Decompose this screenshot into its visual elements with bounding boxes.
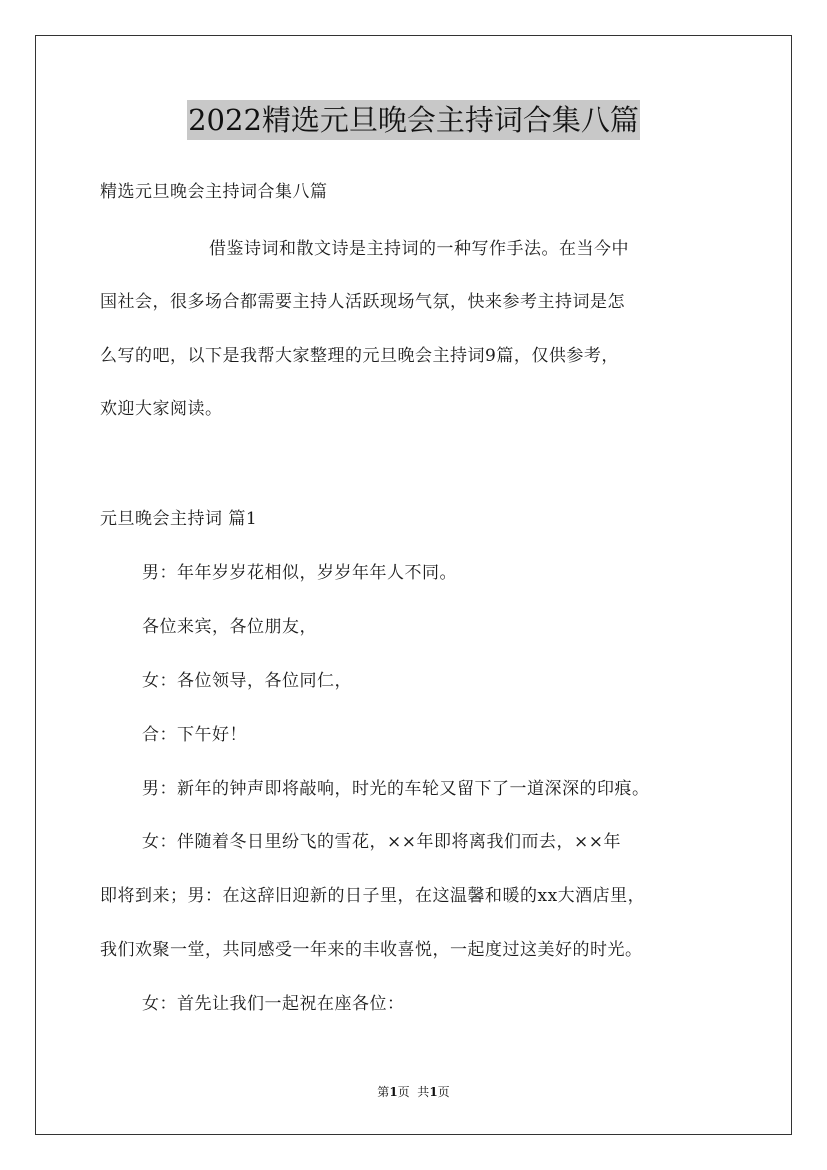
intro-line-4: 欢迎大家阅读。	[100, 399, 223, 419]
section-heading: 元旦晚会主持词 篇1	[100, 509, 258, 529]
intro-line-3: 么写的吧，以下是我帮大家整理的元旦晚会主持词9篇，仅供参考，	[100, 346, 619, 366]
body-line-9: 女：首先让我们一起祝在座各位：	[142, 994, 405, 1014]
body-line-5: 男：新年的钟声即将敲响，时光的车轮又留下了一道深深的印痕。	[142, 779, 650, 799]
body-line-3: 女：各位领导，各位同仁，	[142, 671, 352, 691]
body-line-6: 女：伴随着冬日里纷飞的雪花，××年即将离我们而去，××年	[142, 832, 621, 852]
document-title: 2022精选元旦晚会主持词合集八篇	[187, 100, 640, 140]
intro-line-1: 借鉴诗词和散文诗是主持词的一种写作手法。在当今中	[209, 239, 629, 259]
footer-suffix: 页	[437, 1085, 450, 1099]
footer-page-total: 1	[429, 1085, 438, 1099]
document-subtitle: 精选元旦晚会主持词合集八篇	[100, 182, 328, 202]
intro-line-2: 国社会，很多场合都需要主持人活跃现场气氛，快来参考主持词是怎	[100, 292, 625, 312]
footer-page-number: 1	[389, 1085, 398, 1099]
body-line-7: 即将到来；男：在这辞旧迎新的日子里，在这温馨和暖的xx大酒店里，	[100, 886, 646, 906]
body-line-2: 各位来宾，各位朋友，	[142, 617, 317, 637]
footer-prefix: 第	[377, 1085, 390, 1099]
body-line-4: 合：下午好！	[142, 725, 247, 745]
body-line-1: 男：年年岁岁花相似，岁岁年年人不同。	[142, 563, 457, 583]
body-line-8: 我们欢聚一堂，共同感受一年来的丰收喜悦，一起度过这美好的时光。	[100, 940, 643, 960]
title-container	[0, 100, 827, 140]
page-footer	[0, 1084, 827, 1100]
footer-mid: 页 共	[397, 1085, 430, 1099]
